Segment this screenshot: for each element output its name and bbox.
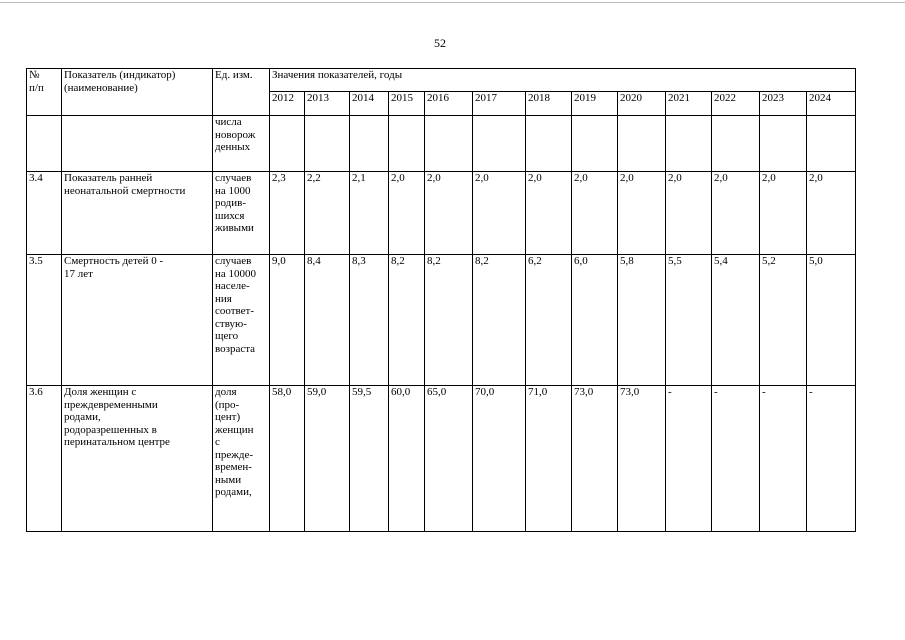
value-cell: 8,3 xyxy=(350,255,389,386)
indicator-name xyxy=(62,116,213,172)
value-cell xyxy=(425,116,473,172)
value-cell: 58,0 xyxy=(270,386,305,532)
table-row xyxy=(27,116,856,172)
value-cell: - xyxy=(712,386,760,532)
value-cell: 8,2 xyxy=(473,255,526,386)
value-cell xyxy=(350,116,389,172)
value-cell: 59,0 xyxy=(305,386,350,532)
header-unit: Ед. изм. xyxy=(213,69,270,116)
value-cell xyxy=(270,116,305,172)
value-cell xyxy=(389,116,425,172)
value-cell: 5,8 xyxy=(618,255,666,386)
table-row xyxy=(27,386,856,532)
value-cell: 2,0 xyxy=(666,172,712,255)
value-cell xyxy=(760,116,807,172)
year-header: 2016 xyxy=(425,92,473,116)
unit-cell: доля (про- цент) женщин с прежде- времен- ными родами, xyxy=(213,386,270,532)
value-cell: 2,0 xyxy=(807,172,856,255)
year-header: 2022 xyxy=(712,92,760,116)
year-header: 2017 xyxy=(473,92,526,116)
value-cell: - xyxy=(760,386,807,532)
year-header: 2020 xyxy=(618,92,666,116)
year-header: 2014 xyxy=(350,92,389,116)
value-cell: - xyxy=(666,386,712,532)
value-cell: 8,2 xyxy=(425,255,473,386)
page-number: 52 xyxy=(434,36,446,50)
year-header: 2021 xyxy=(666,92,712,116)
value-cell: 9,0 xyxy=(270,255,305,386)
year-header: 2018 xyxy=(526,92,572,116)
value-cell: 2,0 xyxy=(526,172,572,255)
value-cell: 8,2 xyxy=(389,255,425,386)
header-number: № п/п xyxy=(27,69,62,116)
indicator-name: Показатель ранней неонатальной смертности xyxy=(62,172,213,255)
year-header: 2024 xyxy=(807,92,856,116)
value-cell: 2,0 xyxy=(389,172,425,255)
value-cell: 2,2 xyxy=(305,172,350,255)
value-cell xyxy=(618,116,666,172)
value-cell: 5,2 xyxy=(760,255,807,386)
value-cell: 65,0 xyxy=(425,386,473,532)
table-row xyxy=(27,172,856,255)
value-cell xyxy=(473,116,526,172)
scan-top-edge xyxy=(0,2,905,3)
year-header: 2012 xyxy=(270,92,305,116)
row-number: 3.6 xyxy=(27,386,62,532)
value-cell: 2,0 xyxy=(618,172,666,255)
value-cell: 71,0 xyxy=(526,386,572,532)
year-header: 2013 xyxy=(305,92,350,116)
value-cell xyxy=(666,116,712,172)
value-cell xyxy=(572,116,618,172)
value-cell: - xyxy=(807,386,856,532)
value-cell: 73,0 xyxy=(572,386,618,532)
indicator-name: Смертность детей 0 - 17 лет xyxy=(62,255,213,386)
value-cell: 2,1 xyxy=(350,172,389,255)
header-values-by-year: Значения показателей, годы xyxy=(270,69,856,92)
value-cell: 59,5 xyxy=(350,386,389,532)
indicators-table xyxy=(26,68,856,532)
value-cell: 2,0 xyxy=(712,172,760,255)
year-header: 2019 xyxy=(572,92,618,116)
value-cell: 6,2 xyxy=(526,255,572,386)
value-cell: 70,0 xyxy=(473,386,526,532)
value-cell: 2,0 xyxy=(473,172,526,255)
header-row xyxy=(27,69,856,92)
table-body xyxy=(27,116,856,532)
table-row xyxy=(27,255,856,386)
year-header: 2015 xyxy=(389,92,425,116)
unit-cell: числа новорож денных xyxy=(213,116,270,172)
value-cell: 5,0 xyxy=(807,255,856,386)
value-cell: 6,0 xyxy=(572,255,618,386)
value-cell: 73,0 xyxy=(618,386,666,532)
header-indicator-name: Показатель (индикатор) (наименование) xyxy=(62,69,213,116)
value-cell xyxy=(712,116,760,172)
value-cell xyxy=(526,116,572,172)
row-number: 3.5 xyxy=(27,255,62,386)
value-cell: 8,4 xyxy=(305,255,350,386)
value-cell: 60,0 xyxy=(389,386,425,532)
value-cell: 5,4 xyxy=(712,255,760,386)
year-header: 2023 xyxy=(760,92,807,116)
row-number: 3.4 xyxy=(27,172,62,255)
unit-cell: случаев на 1000 родив- шихся живыми xyxy=(213,172,270,255)
indicator-name: Доля женщин с преждевременными родами, родоразрешенных в перинатальном центре xyxy=(62,386,213,532)
value-cell xyxy=(807,116,856,172)
value-cell: 2,3 xyxy=(270,172,305,255)
value-cell: 2,0 xyxy=(572,172,618,255)
value-cell xyxy=(305,116,350,172)
value-cell: 5,5 xyxy=(666,255,712,386)
value-cell: 2,0 xyxy=(425,172,473,255)
row-number xyxy=(27,116,62,172)
value-cell: 2,0 xyxy=(760,172,807,255)
unit-cell: случаев на 10000 населе- ния соответ- ствую- щего возраста xyxy=(213,255,270,386)
